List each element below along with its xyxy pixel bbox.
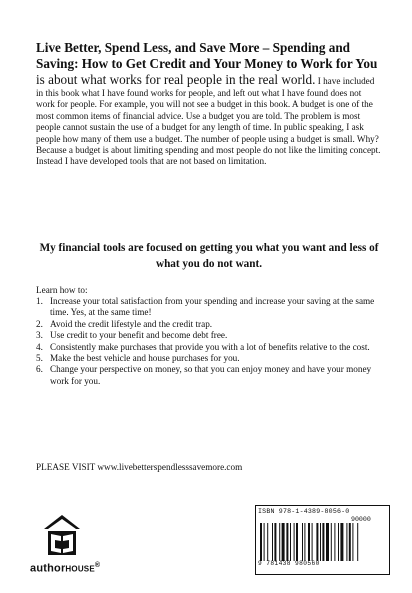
list-text: Increase your total satisfaction from your spending and increase your saving at the same time. Yes, at the same time! [50, 296, 375, 318]
list-item [36, 364, 382, 387]
list-text: Avoid the credit lifestyle and the credit trap. [50, 318, 213, 329]
list-number: 6. [36, 364, 43, 375]
list-number: 2. [36, 318, 43, 329]
barcode-number: 9 781438 980560 [258, 560, 320, 567]
book-title: Live Better, Spend Less, and Save More – Spending and Saving: How to Get Credit and Your Money to Work for You [36, 40, 378, 71]
learn-list [36, 296, 382, 387]
list-number: 4. [36, 341, 43, 352]
list-text: Make the best vehicle and house purchases for you. [50, 353, 240, 364]
price-code: 90000 [351, 516, 371, 523]
list-text: Change your perspective on money, so that you can enjoy money and have your money work for you. [50, 364, 372, 386]
publisher-logo-text: authorHOUSE® [30, 562, 101, 575]
list-item [36, 296, 382, 319]
title-tail: is about what works for real people in the real world. [36, 72, 316, 87]
list-item [36, 319, 382, 330]
list-number: 1. [36, 296, 43, 306]
list-item [36, 342, 382, 353]
list-item [36, 353, 382, 364]
website-line: PLEASE VISIT www.livebetterspendlesssavemore.com [36, 462, 243, 472]
list-item [36, 330, 382, 341]
list-text: Consistently make purchases that provide you with a lot of benefits relative to the cost. [50, 341, 370, 352]
list-number: 3. [36, 330, 43, 341]
isbn-label: ISBN 978-1-4389-8056-0 [258, 508, 350, 515]
list-text: Use credit to your benefit and become debt free. [50, 330, 228, 341]
learn-heading: Learn how to: [36, 285, 88, 295]
tagline: My financial tools are focused on getting you what you want and less of what you do not want. [39, 242, 379, 270]
intro-body: I have included in this book what I have found works for people, and left out what I have found does not work for people. For example, you will not see a budget in this book. A budget is one of the most common items of financial advice. Use a budget you are told. The problem is most people cannot sustain the use of a budget for any length of time. In public speaking, I ask people how many of them use a budget. The number of people using a budget is small. Why? Because a budget is about limiting spending and most people do not like the limiting concept. Instead I have developed tools that are not based on limitation. [36, 76, 381, 167]
intro-paragraph [36, 40, 382, 168]
list-number: 5. [36, 353, 43, 364]
barcode [258, 523, 385, 561]
